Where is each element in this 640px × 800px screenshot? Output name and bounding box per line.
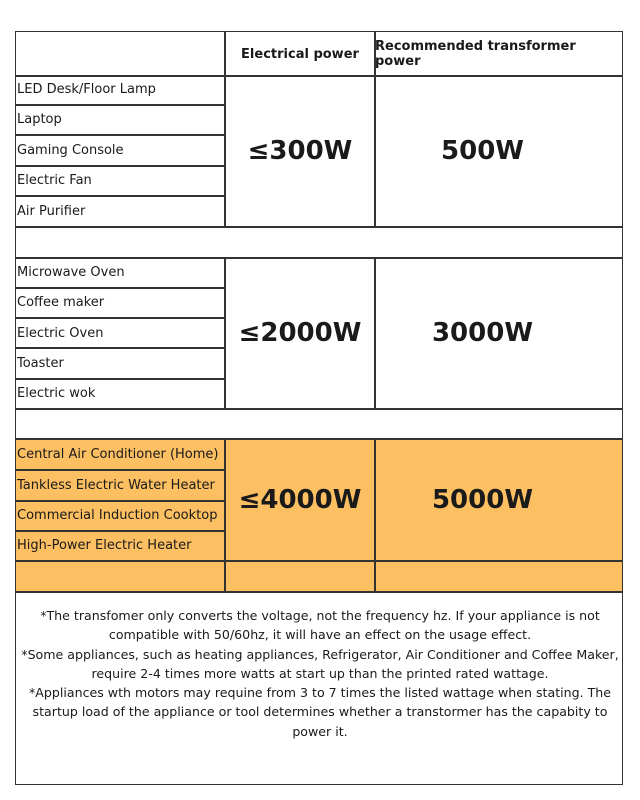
- list-item: Laptop: [17, 111, 62, 127]
- list-item: Electric Fan: [17, 172, 92, 188]
- header-transformer-power: Recommended transformer power: [375, 39, 576, 69]
- list-item: High-Power Electric Heater: [17, 537, 192, 553]
- footnote: *Appliances wth motors may requine from 3 to 7 times the listed wattage when stating. The startup load of the appliance or tool determines whether a transtormer has the capabity to power it.: [28, 685, 612, 739]
- footnotes: [20, 606, 620, 741]
- list-item: Toaster: [17, 355, 64, 371]
- power-value: ≤300W: [247, 136, 353, 166]
- list-item: Gaming Console: [17, 142, 124, 158]
- transformer-value: 3000W: [431, 318, 534, 348]
- header-electrical-power: Electrical power: [241, 46, 359, 62]
- transformer-value: 500W: [441, 136, 524, 166]
- list-item: LED Desk/Floor Lamp: [17, 81, 156, 97]
- list-item: Air Purifier: [17, 203, 86, 219]
- list-item: Electric wok: [17, 385, 96, 401]
- list-item: Electric Oven: [17, 325, 104, 341]
- footnote: *The transfomer only converts the voltage, not the frequency hz. If your appliance is not compatible with 50/60hz, it will have an effect on the usage effect.: [40, 608, 600, 643]
- footnote: *Some appliances, such as heating appliances, Refrigerator, Air Conditioner and Coffee Maker, require 2-4 times more watts at start up than the printed rated wattage.: [21, 646, 619, 681]
- list-item: Tankless Electric Water Heater: [17, 477, 215, 493]
- list-item: Coffee maker: [17, 294, 105, 310]
- list-item: Commercial Induction Cooktop: [17, 507, 218, 523]
- power-value: ≤4000W: [238, 484, 362, 515]
- power-value: ≤2000W: [238, 318, 362, 348]
- list-item: Central Air Conditioner (Home): [17, 446, 219, 462]
- transformer-value: 5000W: [431, 484, 534, 515]
- list-item: Microwave Oven: [17, 264, 125, 280]
